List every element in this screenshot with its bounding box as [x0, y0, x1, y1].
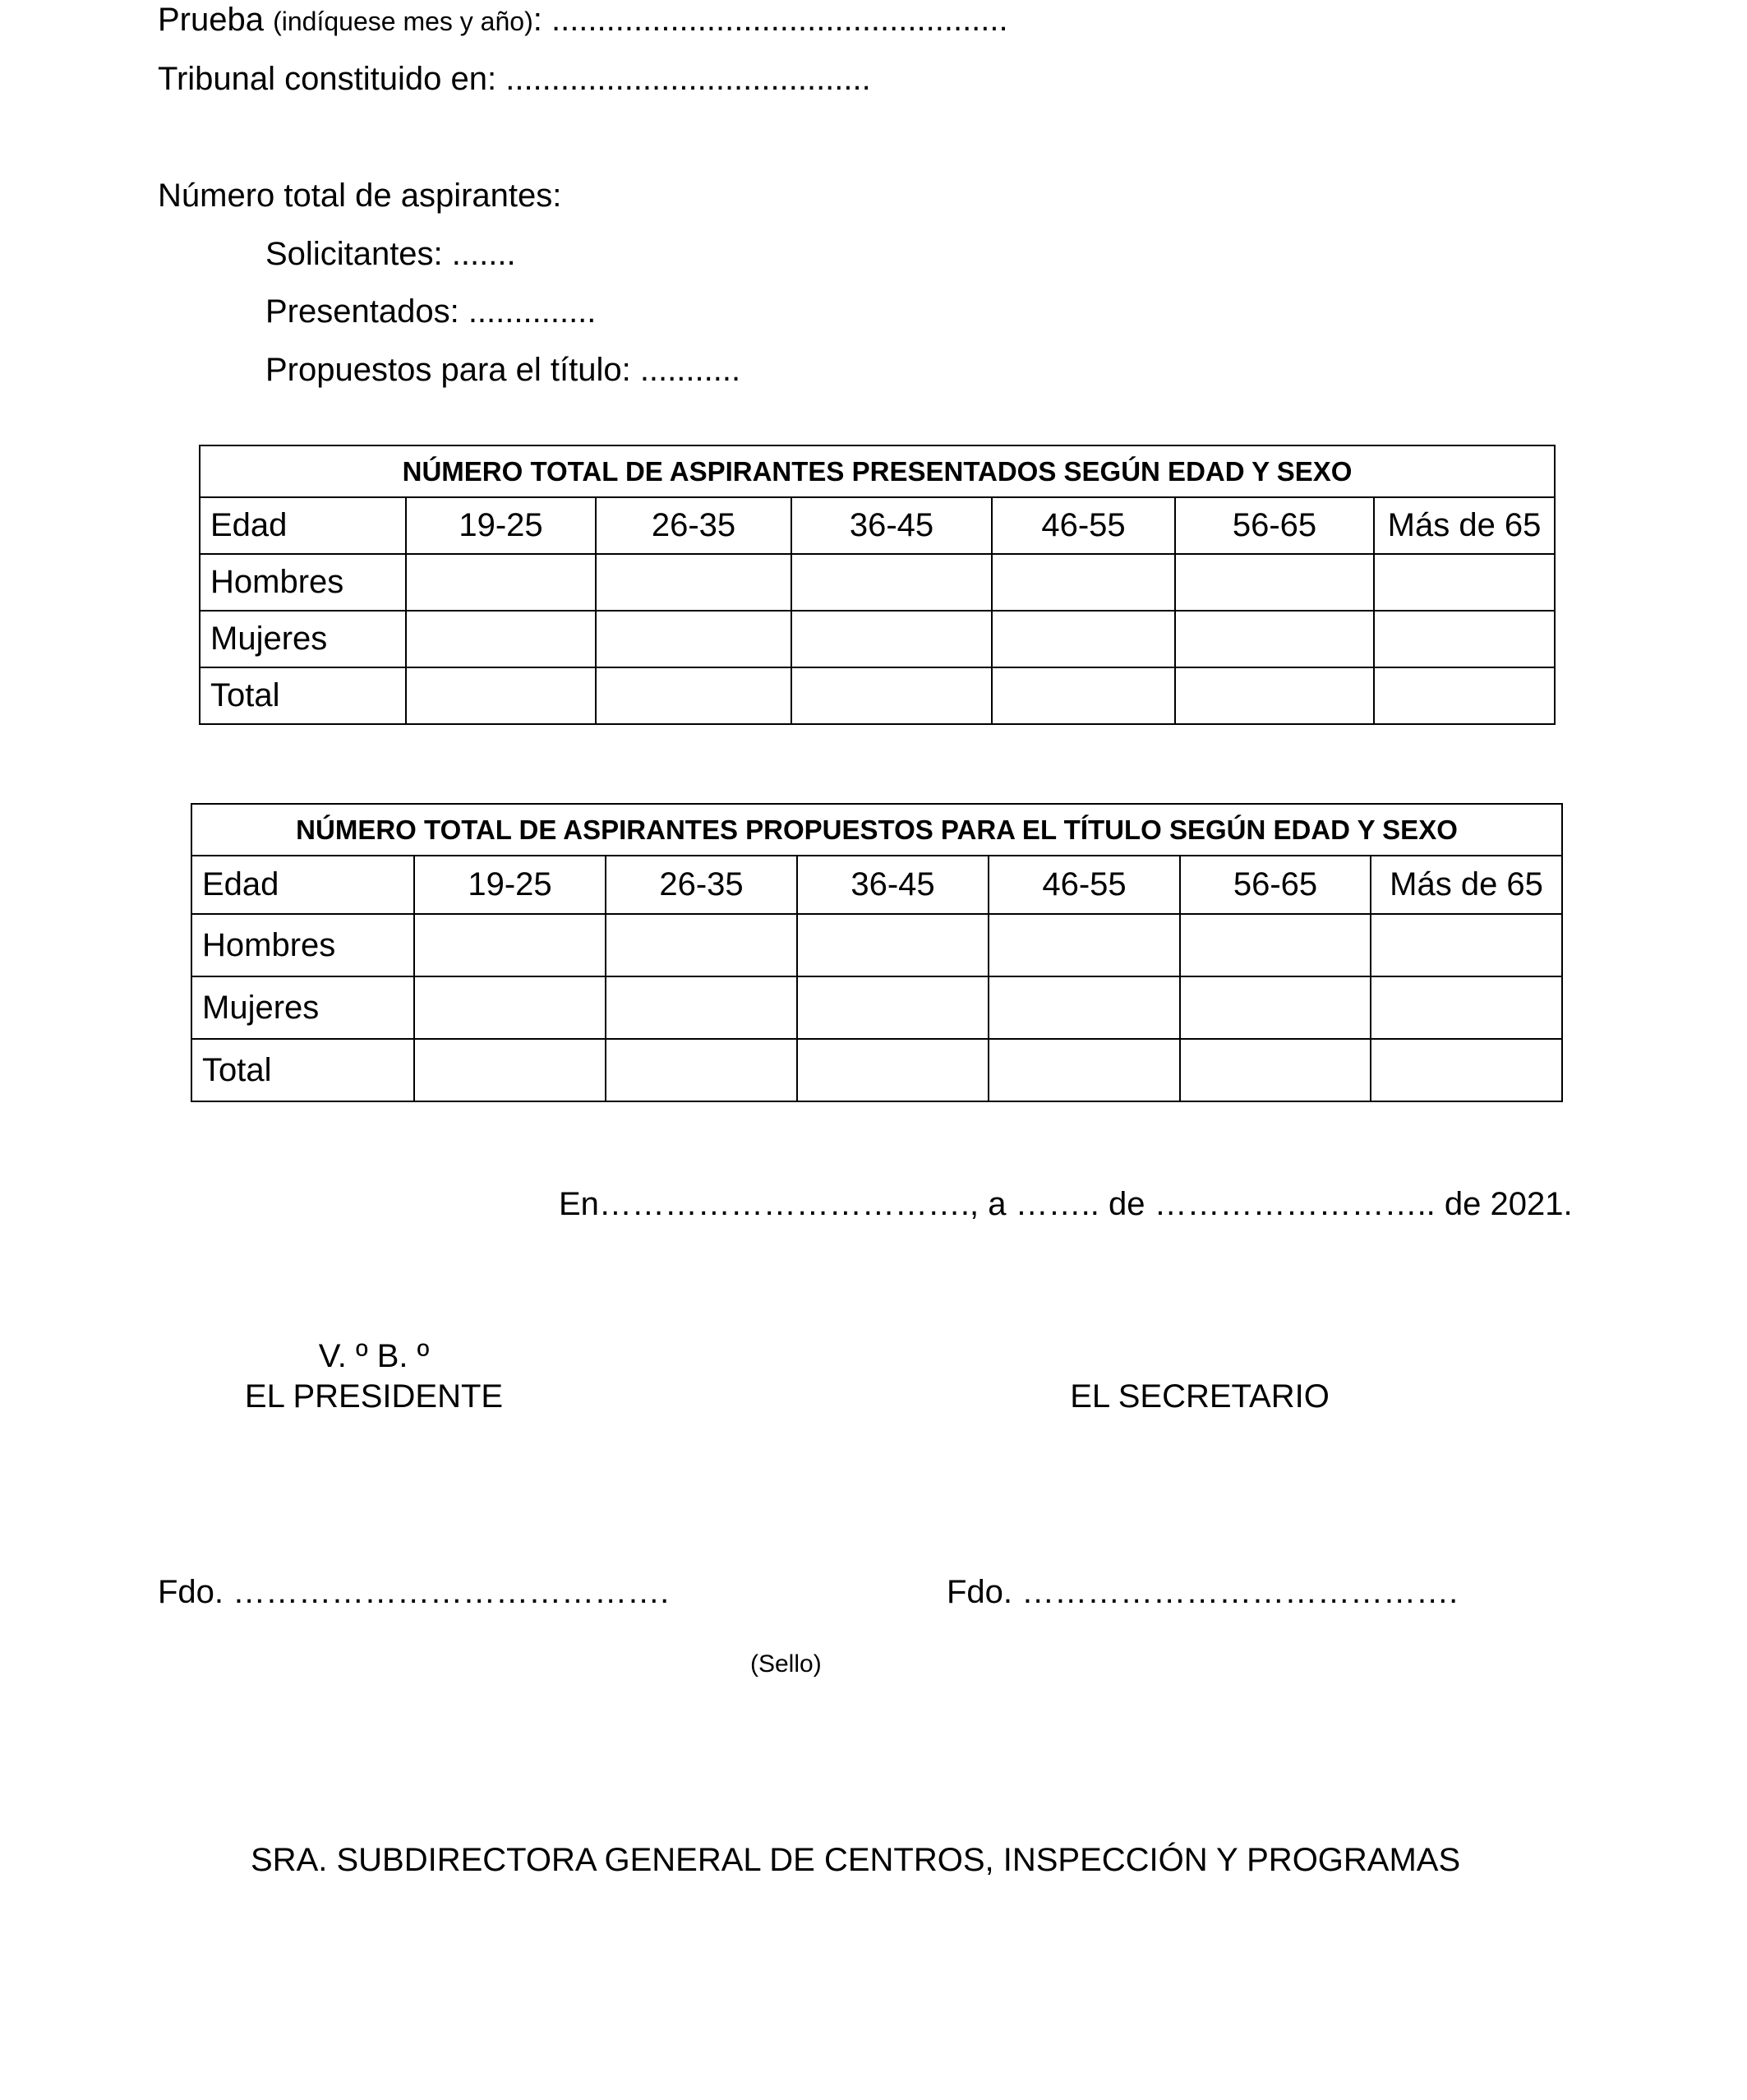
prueba-line	[158, 3, 1008, 36]
data-cell[interactable]	[406, 554, 596, 611]
table-propuestos	[191, 803, 1563, 1102]
data-cell[interactable]	[1175, 554, 1374, 611]
data-cell[interactable]	[797, 976, 989, 1039]
tribunal-dots: ........................................	[505, 61, 871, 97]
secretario-label: EL SECRETARIO	[1070, 1378, 1330, 1415]
date-line: En……………………………., a …….. de …………………….. de 2021.	[559, 1186, 1573, 1222]
header-age-group: 46-55	[992, 497, 1175, 554]
data-cell[interactable]	[414, 976, 606, 1039]
data-cell[interactable]	[1175, 667, 1374, 724]
header-edad: Edad	[200, 497, 406, 554]
table-row	[200, 611, 1555, 667]
data-cell[interactable]	[1371, 976, 1562, 1039]
data-cell[interactable]	[606, 976, 797, 1039]
row-label: Mujeres	[200, 611, 406, 667]
header-age-group: 56-65	[1180, 856, 1371, 914]
data-cell[interactable]	[596, 611, 791, 667]
presentados-line: Presentados: ..............	[265, 293, 597, 330]
data-cell[interactable]	[406, 611, 596, 667]
data-cell[interactable]	[1180, 1039, 1371, 1101]
header-age-group: 46-55	[989, 856, 1180, 914]
data-cell[interactable]	[596, 554, 791, 611]
prueba-colon: :	[532, 2, 542, 38]
data-cell[interactable]	[797, 914, 989, 976]
data-cell[interactable]	[1180, 914, 1371, 976]
data-cell[interactable]	[1374, 611, 1555, 667]
prueba-hint: (indíquese mes y año)	[273, 7, 533, 36]
data-cell[interactable]	[992, 554, 1175, 611]
header-age-group: 26-35	[606, 856, 797, 914]
header-edad: Edad	[191, 856, 414, 914]
header-age-group: Más de 65	[1371, 856, 1562, 914]
aspirantes-heading: Número total de aspirantes:	[158, 178, 562, 214]
header-age-group: 19-25	[406, 497, 596, 554]
data-cell[interactable]	[1175, 611, 1374, 667]
data-cell[interactable]	[791, 611, 992, 667]
table-presentados	[199, 445, 1556, 725]
header-age-group: 19-25	[414, 856, 606, 914]
data-cell[interactable]	[606, 914, 797, 976]
header-age-group: 26-35	[596, 497, 791, 554]
data-cell[interactable]	[992, 611, 1175, 667]
data-cell[interactable]	[1371, 1039, 1562, 1101]
data-cell[interactable]	[791, 667, 992, 724]
data-cell[interactable]	[989, 976, 1180, 1039]
data-cell[interactable]	[992, 667, 1175, 724]
header-age-group: 36-45	[791, 497, 992, 554]
data-cell[interactable]	[1374, 667, 1555, 724]
data-cell[interactable]	[989, 914, 1180, 976]
data-cell[interactable]	[414, 914, 606, 976]
presidente-label: EL PRESIDENTE	[244, 1378, 504, 1415]
table-row	[191, 1039, 1562, 1101]
tribunal-label: Tribunal constituido en:	[158, 61, 497, 97]
row-label: Total	[200, 667, 406, 724]
table-propuestos-title: NÚMERO TOTAL DE ASPIRANTES PROPUESTOS PARA EL TÍTULO SEGÚN EDAD Y SEXO	[191, 804, 1562, 856]
fdo-secretario: Fdo. ………………………………….	[947, 1574, 1459, 1610]
fdo-presidente: Fdo. ………………………………….	[158, 1574, 670, 1610]
table-row	[200, 554, 1555, 611]
data-cell[interactable]	[1374, 554, 1555, 611]
header-age-group: 56-65	[1175, 497, 1374, 554]
data-cell[interactable]	[1180, 976, 1371, 1039]
prueba-label: Prueba	[158, 2, 264, 38]
addressee: SRA. SUBDIRECTORA GENERAL DE CENTROS, INSPECCIÓN Y PROGRAMAS	[251, 1842, 1461, 1878]
row-label: Hombres	[200, 554, 406, 611]
solicitantes-line: Solicitantes: .......	[265, 236, 516, 272]
table-row	[191, 914, 1562, 976]
prueba-dots: ..................................................	[551, 2, 1008, 38]
table-row	[200, 667, 1555, 724]
row-label: Hombres	[191, 914, 414, 976]
data-cell[interactable]	[791, 554, 992, 611]
vobo-label: V. º B. º	[318, 1338, 430, 1374]
data-cell[interactable]	[406, 667, 596, 724]
table-header-row	[191, 856, 1562, 914]
data-cell[interactable]	[596, 667, 791, 724]
row-label: Mujeres	[191, 976, 414, 1039]
data-cell[interactable]	[606, 1039, 797, 1101]
data-cell[interactable]	[414, 1039, 606, 1101]
data-cell[interactable]	[797, 1039, 989, 1101]
table-presentados-title: NÚMERO TOTAL DE ASPIRANTES PRESENTADOS SEGÚN EDAD Y SEXO	[200, 445, 1555, 497]
data-cell[interactable]	[989, 1039, 1180, 1101]
table-header-row	[200, 497, 1555, 554]
propuestos-line: Propuestos para el título: ...........	[265, 352, 741, 388]
header-age-group: 36-45	[797, 856, 989, 914]
header-age-group: Más de 65	[1374, 497, 1555, 554]
table-row	[191, 976, 1562, 1039]
data-cell[interactable]	[1371, 914, 1562, 976]
row-label: Total	[191, 1039, 414, 1101]
sello-label: (Sello)	[750, 1650, 822, 1678]
tribunal-line	[158, 62, 871, 95]
